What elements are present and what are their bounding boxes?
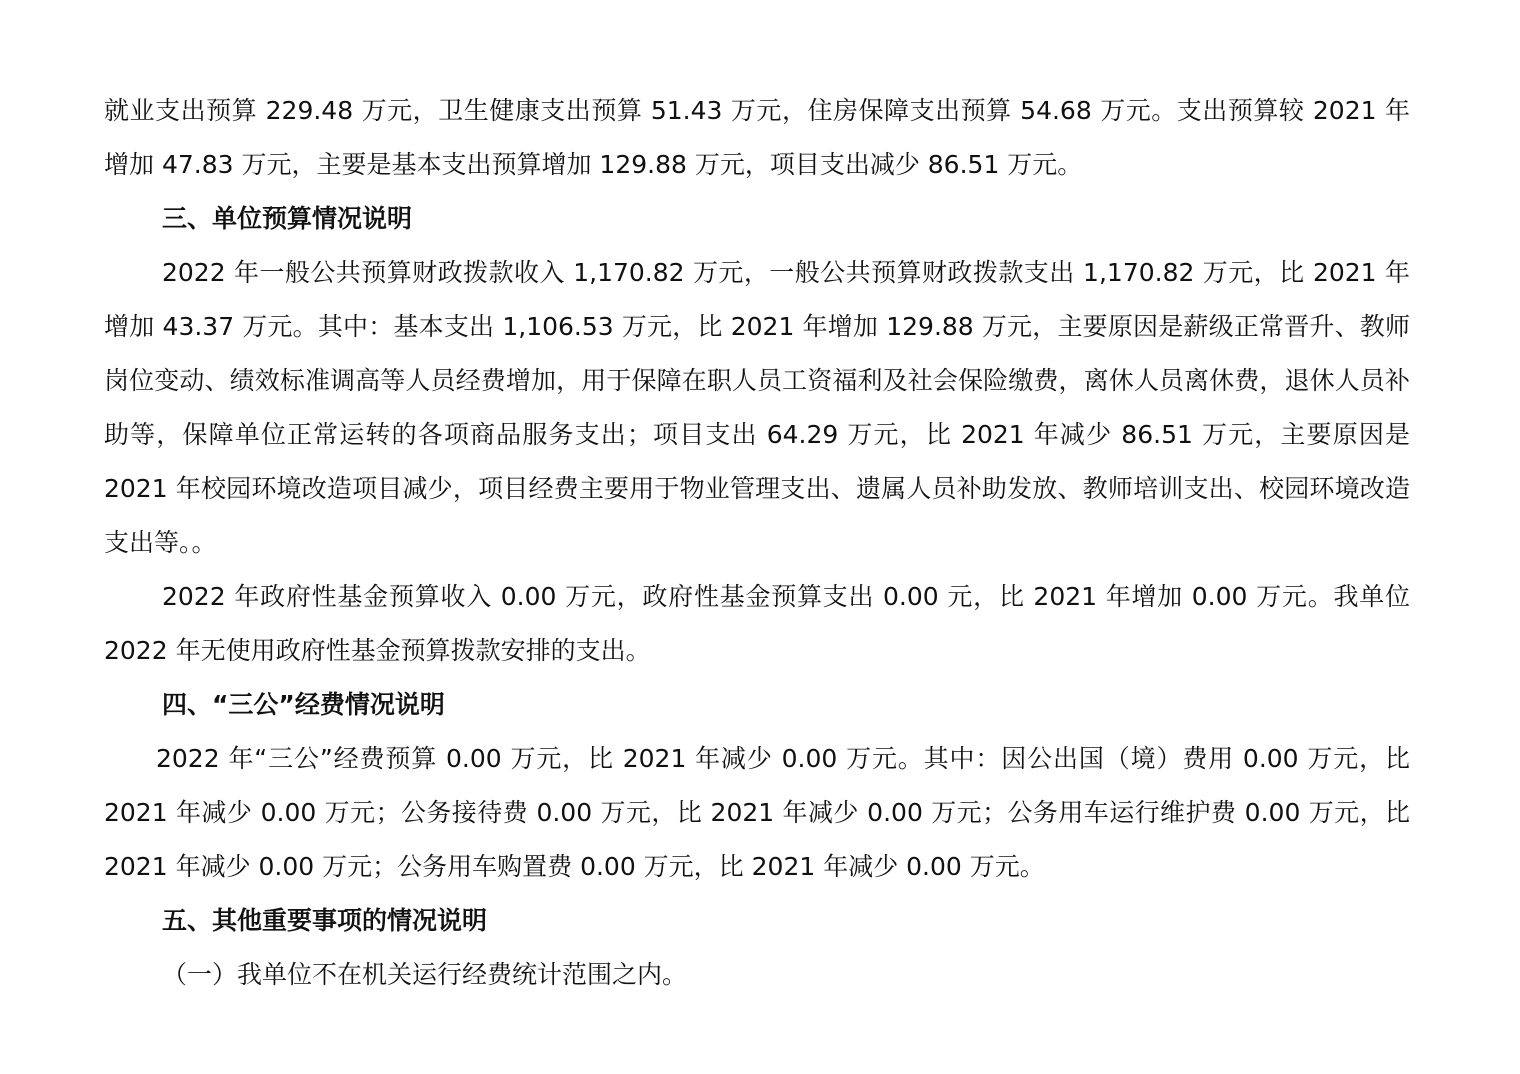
heading-section-3: 三、单位预算情况说明 [162,204,413,233]
paragraph-expenditure-summary: 就业支出预算 229.48 万元，卫生健康支出预算 51.43 万元，住房保障支出预算 54.68 万元。支出预算较 2021 年增加 47.83 万元，主要是基本支出预算增加 129.88 万元，项目支出减少 86.51 万元。 [104,96,1410,179]
heading-section-4: 四、“三公”经费情况说明 [162,690,445,719]
heading-section-5: 五、其他重要事项的情况说明 [162,906,488,935]
document-page [104,84,1410,1002]
paragraph-government-fund: 2022 年政府性基金预算收入 0.00 万元，政府性基金预算支出 0.00 元，比 2021 年增加 0.00 万元。我单位 2022 年无使用政府性基金预算拨款安排的支出。 [104,582,1410,665]
paragraph-general-budget: 2022 年一般公共预算财政拨款收入 1,170.82 万元，一般公共预算财政拨款支出 1,170.82 万元，比 2021 年增加 43.37 万元。其中：基本支出 1,106.53 万元，比 2021 年增加 129.88 万元，主要原因是薪级正常晋升、教师岗位变动、绩效标准调高等人员经费增加，用于保障在职人员工资福利及社会保险缴费，离休人员离休费，退休人员补助等，保障单位正常运转的各项商品服务支出；项目支出 64.29 万元，比 2021 年减少 86.51 万元，主要原因是 2021 年校园环境改造项目减少，项目经费主要用于物业管理支出、遗属人员补助发放、教师培训支出、校园环境改造支出等。。 [104,258,1410,557]
paragraph-three-public-expenses: 2022 年“三公”经费预算 0.00 万元，比 2021 年减少 0.00 万元。其中：因公出国（境）费用 0.00 万元，比 2021 年减少 0.00 万元；公务接待费 0.00 万元，比 2021 年减少 0.00 万元；公务用车运行维护费 0.00 万元，比 2021 年减少 0.00 万元；公务用车购置费 0.00 万元，比 2021 年减少 0.00 万元。 [104,744,1410,881]
paragraph-item-1: （一）我单位不在机关运行经费统计范围之内。 [162,960,688,989]
